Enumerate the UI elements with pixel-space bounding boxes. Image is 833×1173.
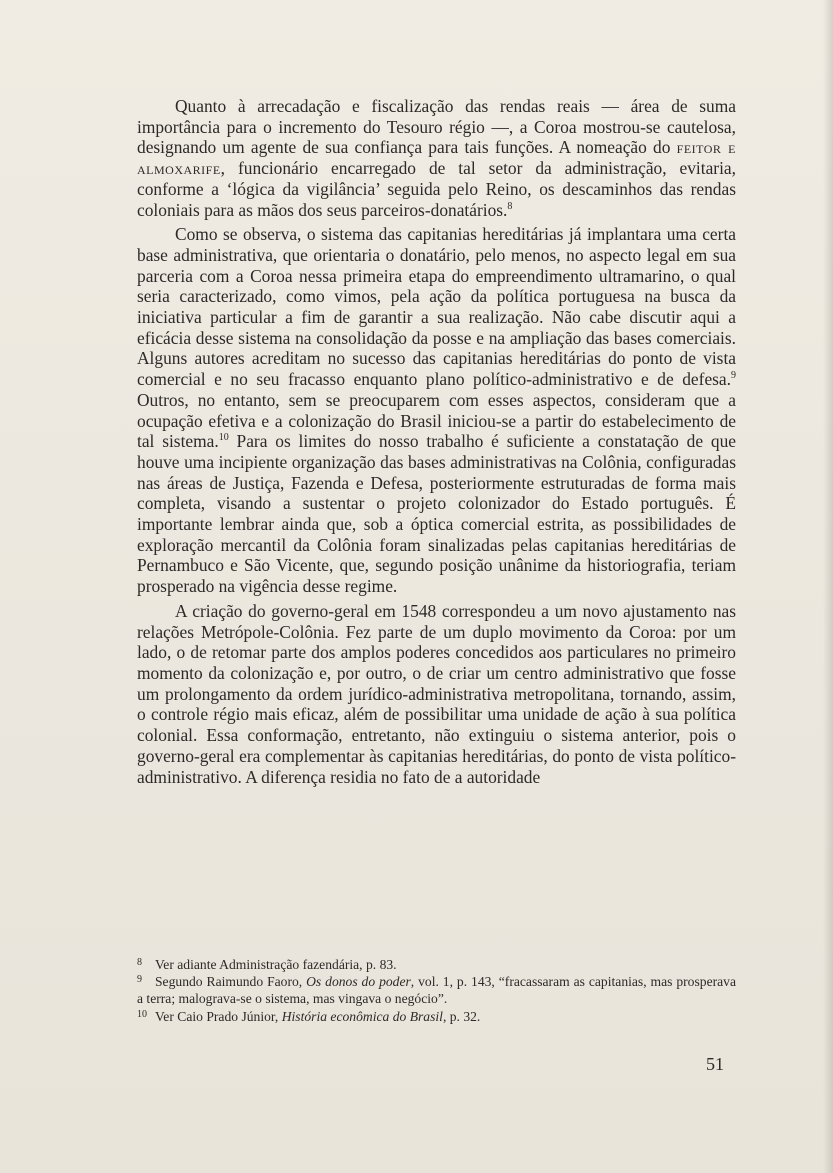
book-title: Os donos do poder [306,974,411,990]
main-text [137,96,736,787]
footnote-number: 10 [137,1008,147,1020]
paragraph-1: Quanto à arrecadação e fiscalização das rendas reais — área de suma importância para o incremento do Tesouro régio —, a Coroa mostrou-se cautelosa, designando um agente de sua confiança para tais funções. A nomeação do feitor e almoxarife, funcionário encarregado de tal setor da administração, evitaria, conforme a ‘lógica da vigilância’ seguida pelo Reino, os descaminhos das rendas coloniais para as mãos dos seus parceiros-donatários.$^8$ [137,96,736,220]
footnotes [137,956,736,1025]
footnote-number: 9 [137,974,142,986]
footnote-ref-10: 10 [218,432,229,444]
book-title: História econômica do Brasil [281,1008,443,1024]
footnote-ref-8: 8 [507,200,513,212]
paragraph-3: A criação do governo-geral em 1548 correspondeu a um novo ajustamento nas relações Metrópole-Colônia. Fez parte de um duplo movimento da Coroa: por um lado, o de retomar parte dos amplos poderes concedidos aos particulares no primeiro momento da colonização e, por outro, o de criar um centro administrativo que fosse um prolongamento da ordem jurídico-administrativa metropolitana, tornando, assim, o controle régio mais eficaz, além de possibilitar uma unidade de ação à sua política colonial. Essa conformação, entretanto, não extinguiu o sistema anterior, pois o governo-geral era complementar às capitanias hereditárias, do ponto de vista político-administrativo. A diferença residia no fato de a autoridade [137,600,736,787]
footnote-9: 9 Segundo Raimundo Faoro, Os donos do poder, vol. 1, p. 143, “fracassaram as capitanias, mas prosperava a terra; malograva-se o sistema, mas vingava o negócio”. [137,974,736,1007]
footnote-8: 8 Ver adiante Administração fazendária, p. 83. [137,957,397,972]
small-caps-term: feitor e almoxarife [137,137,736,179]
paragraph-2: Como se observa, o sistema das capitanias hereditárias já implantara uma certa base administrativa, que orientaria o donatário, pelo menos, no aspecto legal em sua parceria com a Coroa nessa primeira etapa do empreendimento ultramarino, o qual seria caracterizado, como vimos, pela ação da política portuguesa na busca da iniciativa particular a fim de garantir a sua realização. Não cabe discutir aqui a eficácia desse sistema na consolidação da posse e na ampliação das bases comerciais. Alguns autores acreditam no sucesso das capitanias hereditárias do ponto de vista comercial e no seu fracasso enquanto plano político-administrativo e de defesa.$^9$ Outros, no entanto, sem se preocuparem com esses aspectos, consideram que a ocupação efetiva e a colonização do Brasil iniciou-se a partir do estabelecimento de tal sistema.$^{10}$ Para os limites do nosso trabalho é suficiente a constatação de que houve uma incipiente organização das bases administrativas na Colônia, configuradas nas áreas de Justiça, Fazenda e Defesa, posteriormente estruturadas de forma mais completa, visando a sustentar o projeto colonizador do Estado português. É importante lembrar ainda que, sob a óptica comercial estrita, as possibilidades de exploração mercantil da Colônia foram sinalizadas pelas capitanias hereditárias de Pernambuco e São Vicente, que, segundo posição unânime da historiografia, teriam prosperado na vigência desse regime. [137,224,736,597]
footnote-number: 8 [137,957,142,968]
page-number: 51 [706,1054,724,1074]
footnote-ref-9: 9 [731,370,736,382]
footnote-10: 10 Ver Caio Prado Júnior, História econômica do Brasil, p. 32. [137,1008,481,1024]
